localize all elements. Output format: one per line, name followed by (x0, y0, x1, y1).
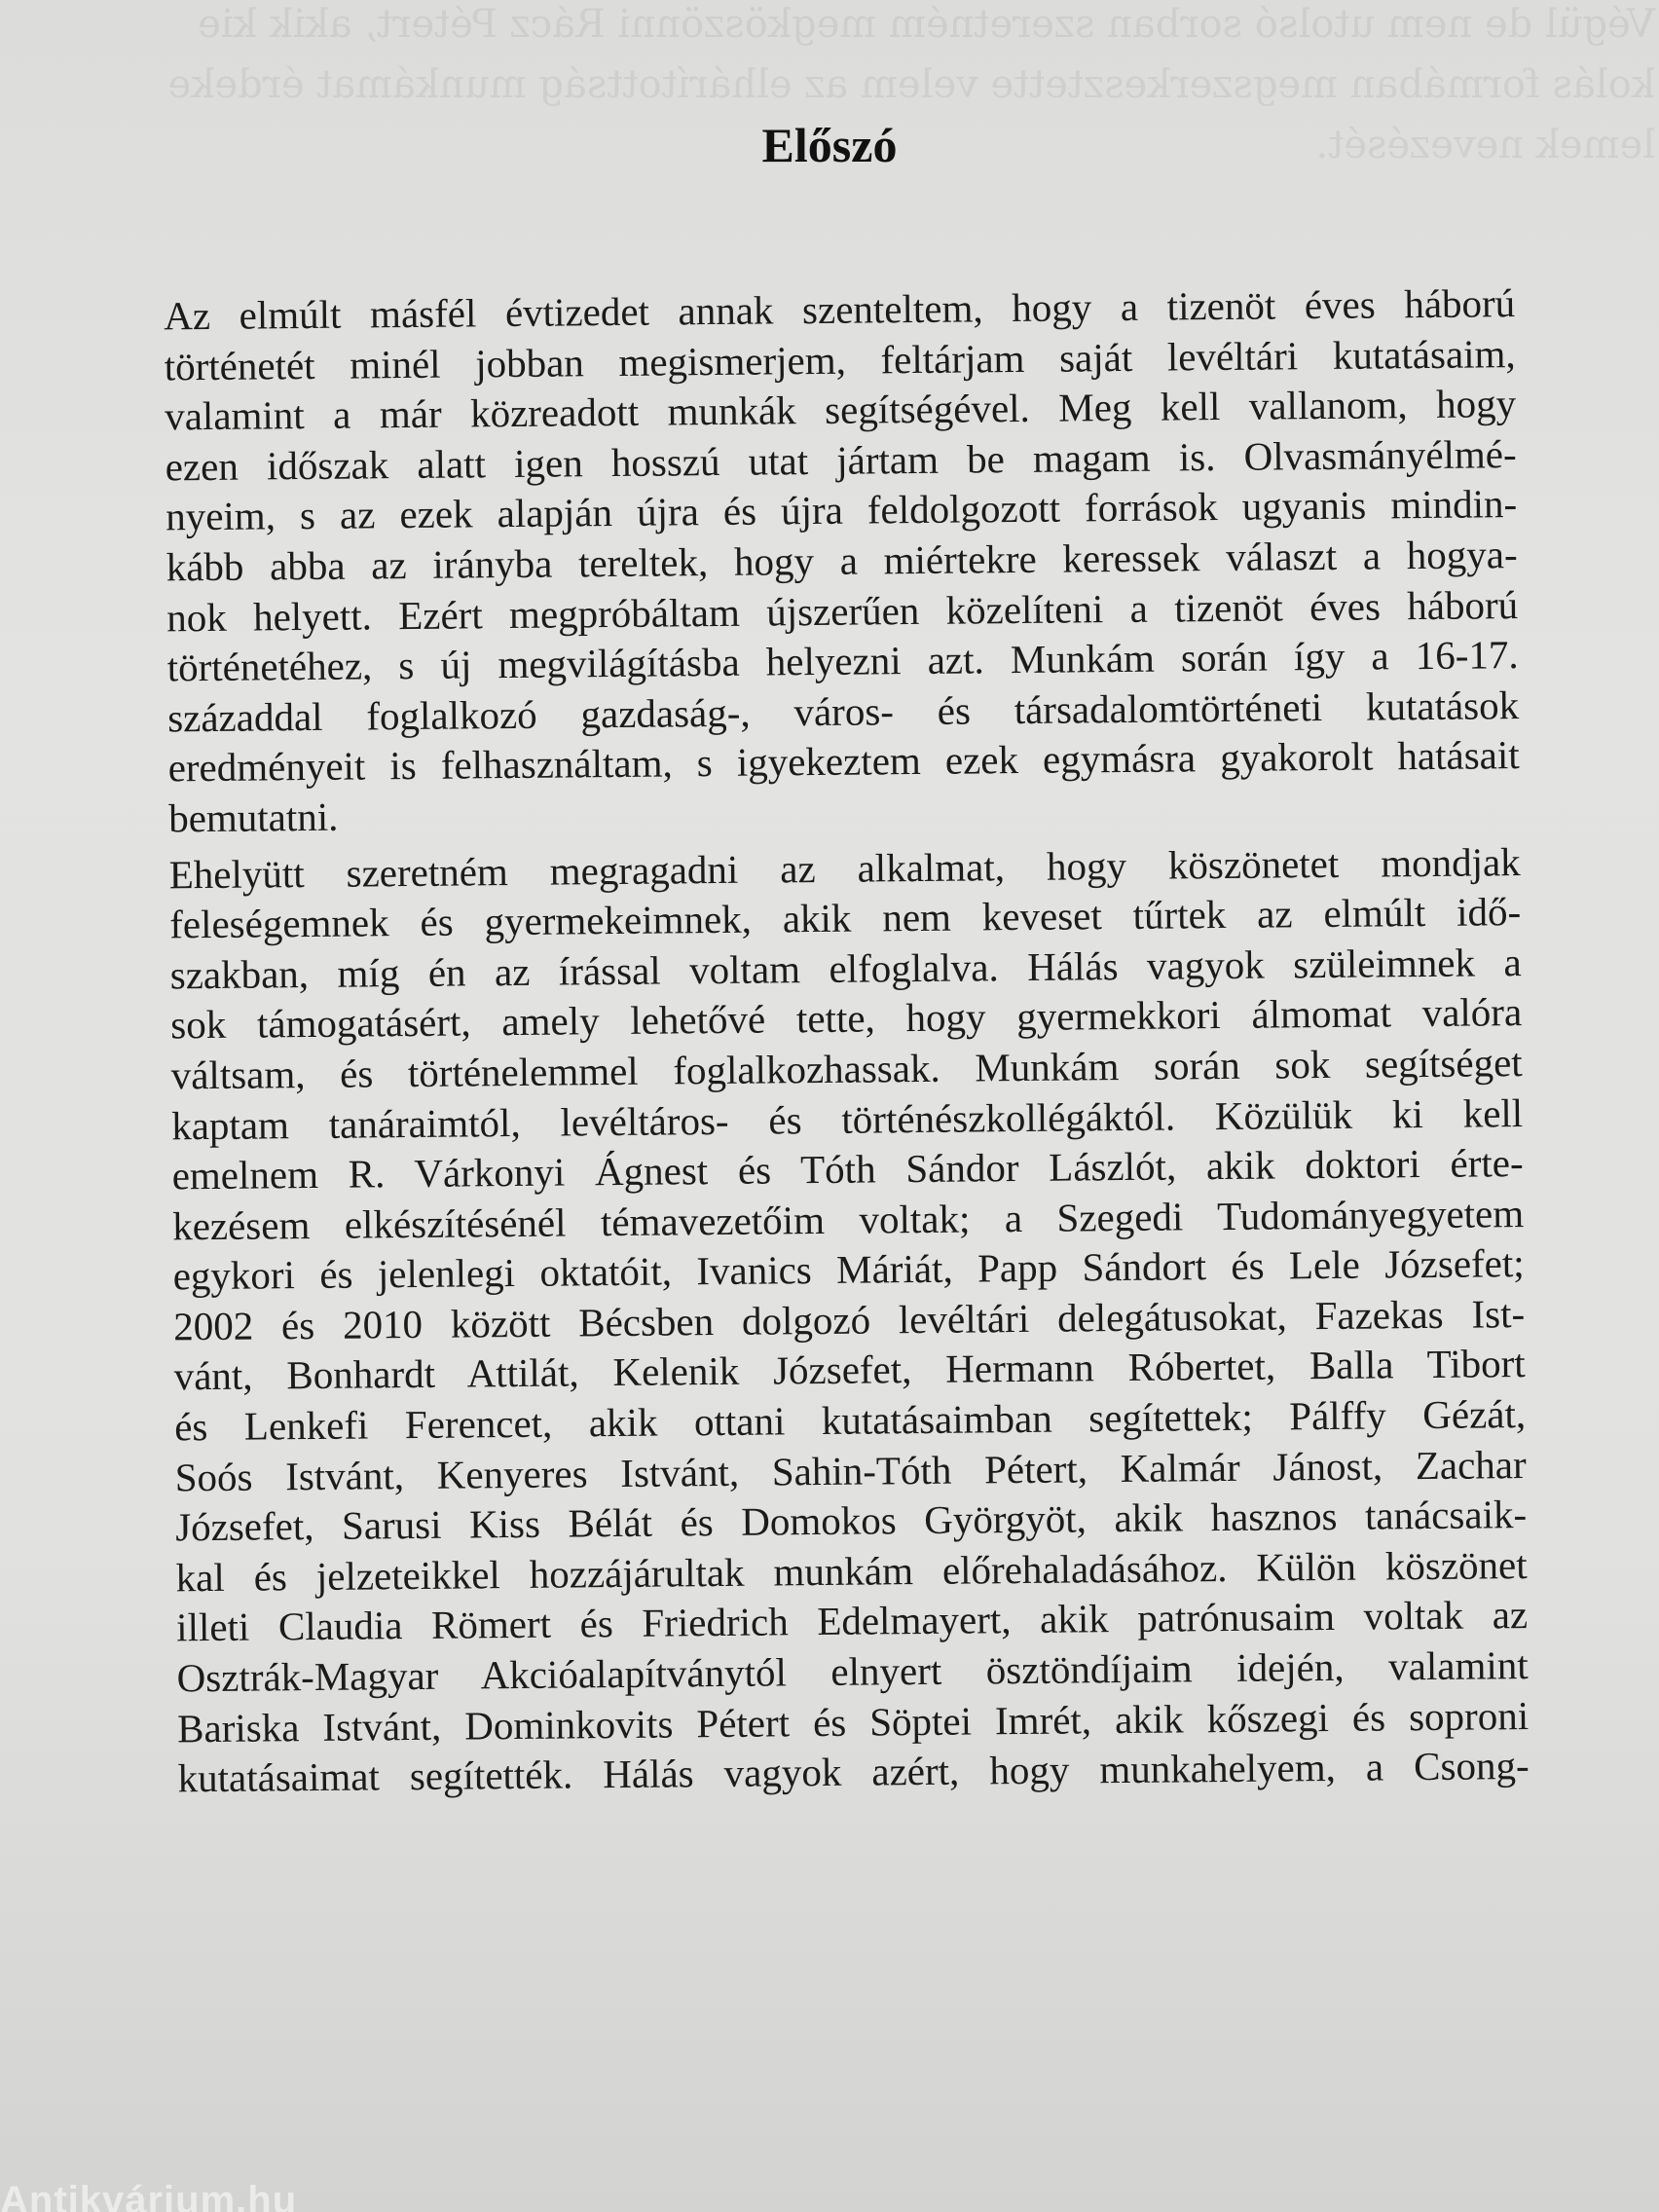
paragraph-1 (105, 278, 1520, 844)
text-line: századdal foglalkozó gazdaság-, város- és társadalomtörténeti kutatások (166, 682, 1520, 741)
bleed-line: Végül de nem utolsó sorban szeretném megköszönni Rácz Pétert, akik kie (198, 2, 1655, 47)
text-line: vánt, Bonhardt Attilát, Kelenik Józsefet, Hermann Róbertet, Balla Tibort (173, 1341, 1526, 1399)
text-line: kaptam tanáraimtól, levéltáros- és történészkollégáktól. Közülük ki kell (170, 1089, 1524, 1148)
text-line: emelnem R. Várkonyi Ágnest és Tóth Sándor Lászlót, akik doktori érte- (171, 1140, 1524, 1198)
text-line: történetét minél jobban megismerjem, feltárjam saját levéltári kutatásaim, (164, 330, 1516, 389)
text-line: eredményeit is felhasználtam, s igyekeztem ezek egymásra gyakorolt hatásait (167, 732, 1520, 791)
text-line: Ehelyütt szeretném megragadni az alkalmat, hogy köszönetet mondjak (168, 838, 1521, 897)
text-line: kább abba az irányba tereltek, hogy a miértekre keressek választ a hogya- (166, 532, 1518, 590)
text-line: valamint a már közreadott munkák segítségével. Meg kell vallanom, hogy (165, 381, 1517, 439)
text-line: nok helyett. Ezért megpróbáltam újszerűen közelíteni a tizenöt éves háború (166, 581, 1519, 640)
text-line: Az elmúlt másfél évtizedet annak szenteltem, hogy a tizenöt éves háború (164, 280, 1516, 339)
text-line: 2002 és 2010 között Bécsben dolgozó levéltári delegátusokat, Fazekas Ist- (172, 1290, 1526, 1349)
text-line: és Lenkefi Ferencet, akik ottani kutatásaimban segítettek; Pálffy Gézát, (173, 1391, 1527, 1450)
text-line: Józsefet, Sarusi Kiss Bélát és Domokos Györgyöt, akik hasznos tanácsaik- (174, 1492, 1528, 1550)
text-line: szakban, míg én az írással voltam elfoglalva. Hálás vagyok szüleimnek a (169, 939, 1522, 998)
text-line: illeti Claudia Römert és Friedrich Edelmayert, akik patrónusaim voltak az (175, 1592, 1529, 1650)
text-line: nyeim, s az ezek alapján újra és újra feldolgozott források ugyanis mindin- (165, 481, 1518, 539)
text-line: kutatásaimat segítették. Hálás vagyok azért, hogy munkahelyem, a Csong- (177, 1743, 1530, 1801)
text-line: bemutatni. (167, 793, 339, 841)
body-text (105, 278, 1530, 1811)
text-line: sok támogatásért, amely lehetővé tette, hogy gyermekkori álmomat valóra (170, 989, 1523, 1048)
watermark: Antikvárium.hu (0, 2179, 298, 2212)
text-line: Bariska Istvánt, Dominkovits Pétert és Söptei Imrét, akik kőszegi és soproni (176, 1692, 1530, 1751)
text-line: kezésem elkészítésénél témavezetőim voltak; a Szegedi Tudományegyetem (171, 1190, 1525, 1249)
text-line: egykori és jelenlegi oktatóit, Ivanics Máriát, Papp Sándort és Lele Józsefet; (172, 1240, 1525, 1299)
text-line: kal és jelzeteikkel hozzájárultak munkám előrehaladásához. Külön köszönet (175, 1541, 1528, 1601)
bleed-line: lemek nevezését. (1315, 123, 1655, 167)
text-line: Osztrák-Magyar Akcióalapítványtól elnyert ösztöndíjaim idején, valamint (176, 1642, 1529, 1701)
paragraph-2 (111, 837, 1530, 1805)
text-line: feleségemnek és gyermekeimnek, akik nem keveset tűrtek az elmúlt idő- (169, 889, 1522, 947)
text-line: ezen időszak alatt igen hosszú utat jártam be magam is. Olvasmányélmé- (165, 430, 1517, 490)
text-line: történetéhez, s új megvilágításba helyezni azt. Munkám során így a 16-17. (166, 632, 1519, 690)
text-line: Soós Istvánt, Kenyeres Istvánt, Sahin-Tóth Pétert, Kalmár Jánost, Zachar (174, 1441, 1527, 1500)
text-line: váltsam, és történelemmel foglalkozhassak. Munkám során sok segítséget (170, 1039, 1523, 1098)
page-title: Előszó (761, 118, 898, 172)
bleed-line: kolás formában megszerkesztette velem az elhárítottság munkámat érdeke (167, 62, 1655, 107)
